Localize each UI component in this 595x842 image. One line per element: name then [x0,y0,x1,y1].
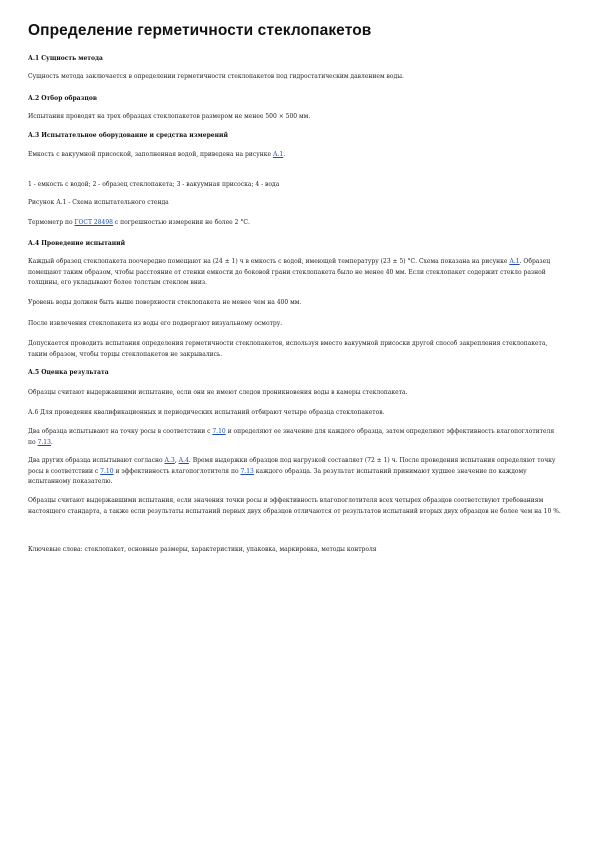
a6-2-mid: и определяют ее значение для каждого образца, затем определяют эффективность влагопоглотителя по [28,428,555,446]
paragraph-a6-3 [28,456,562,488]
figure-caption: Рисунок А.1 - Схема испытательного стенда [28,199,169,206]
link-7-13-2[interactable]: 7.13 [240,467,254,475]
link-7-10-2[interactable]: 7.10 [100,467,114,475]
link-7-13[interactable]: 7.13 [37,438,51,446]
heading-a4: А.4 Проведение испытаний [28,240,126,247]
a4-1-text-end: . Образец помещают таким образом, чтобы расстояние от стенки емкости до боковой грани стеклопакета было не менее 40 мм. Если стеклопакет содержит стекло разной толщины, его укладывают более толстым стеклом вниз. [28,258,551,286]
paragraph-a1: Сущность метода заключается в определении герметичности стеклопакетов под гидростатическим давлением воды. [28,73,404,80]
thermometer-text: Термометр по [28,219,75,226]
a6-3-end: каждого образца. За результат испытаний принимают худшее значение по каждому испытанному показателю. [28,467,527,485]
paragraph-a5: Образцы считают выдержавшими испытание, если они не имеют следов проникновения воды в камеры стеклопакета. [28,389,408,396]
link-a3[interactable]: А.3 [164,457,175,464]
link-figure-a1[interactable]: А.1 [272,151,284,158]
paragraph-a3 [28,150,562,161]
page-title: Определение герметичности стеклопакетов [28,22,372,39]
thermometer-text-end: с погрешностью измерения не более 2 °С. [112,219,250,226]
paragraph-a2: Испытания проводят на трех образцах стеклопакетов размером не менее 500 × 500 мм. [28,113,311,120]
link-gost-28498[interactable]: ГОСТ 28498 [74,219,113,226]
keywords: Ключевые слова: стеклопакет, основные размеры, характеристики, упаковка, маркировка, методы контроля [28,546,377,553]
heading-a5: А.5 Оценка результата [28,369,109,376]
heading-a3: А.3 Испытательное оборудование и средства измерений [28,132,228,139]
a6-2-text: Два образца испытывают на точку росы в соответствии с [28,428,213,435]
heading-a1: А.1 Сущность метода [28,55,103,62]
a6-3-sep: , [174,457,179,464]
paragraph-a6: А.6 Для проведения квалификационных и периодических испытаний отбирают четыре образца стеклопакетов. [28,409,385,416]
paragraph-a4-3: После извлечения стеклопакета из воды его подвергают визуальному осмотру. [28,320,283,327]
a6-2-end: . [50,438,53,446]
paragraph-a4-2: Уровень воды должен быть выше поверхности стеклопакета не менее чем на 400 мм. [28,299,302,306]
document-page [28,22,562,40]
a6-3-mid2: и эффективность влагопоглотителя по [113,467,241,475]
link-7-10[interactable]: 7.10 [212,428,226,435]
a6-3-mid1: . Время выдержки образцов под нагрузкой составляет (72 ± 1) ч. После проведения испытания определяют точку росы в соответствии с [28,457,556,475]
paragraph-a3-end: . [283,151,286,158]
a6-3-text: Два других образца испытывают согласно [28,457,165,464]
paragraph-a4-1 [28,257,562,289]
a4-1-text: Каждый образец стеклопакета поочередно помещают на (24 ± 1) ч в емкость с водой, имеющей температуру (23 ± 5) °С. Схема показана на рисунке [28,258,510,265]
link-a4[interactable]: А.4 [178,457,189,464]
link-figure-a1-2[interactable]: А.1 [509,258,520,265]
paragraph-a6-2 [28,427,562,448]
paragraph-a4-4: Допускается проводить испытания определения герметичности стеклопакетов, используя вместо вакуумной присоски другой способ закрепления стеклопакета, таким образом, чтобы торцы стеклопакетов не закрывались. [28,340,548,358]
figure-legend: 1 - емкость с водой; 2 - образец стеклопакета; 3 - вакуумная присоска; 4 - вода [28,181,280,188]
paragraph-thermometer [28,218,562,229]
paragraph-a3-text: Емкость с вакуумной присоской, заполненная водой, приведена на рисунке [28,151,273,158]
paragraph-a6-4: Образцы считают выдержавшими испытания, если значения точки росы и эффективность влагопоглотителя всех четырех образцов соответствуют требованиям настоящего стандарта, а также если результаты испытаний первых двух образцов отличаются от результатов испытаний вторых двух образцов не более чем на 10 %. [28,497,561,515]
heading-a2: А.2 Отбор образцов [28,95,97,102]
